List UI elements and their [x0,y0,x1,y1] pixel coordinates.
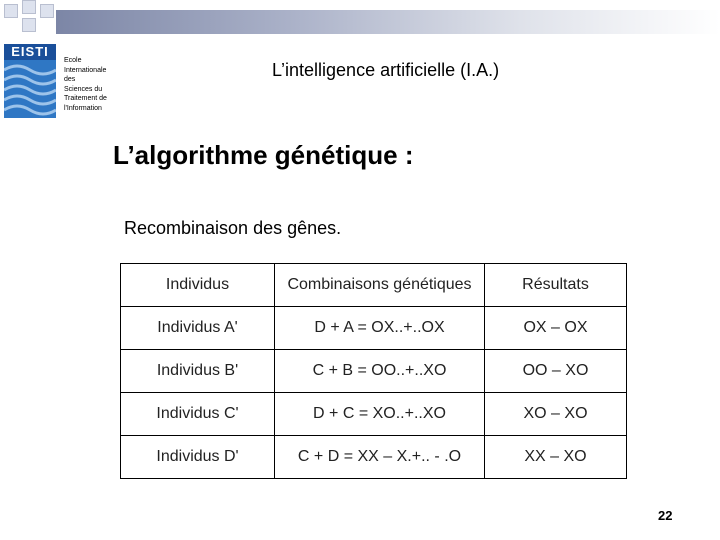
table-row [121,307,627,350]
table-cell: XO – XO [485,393,627,436]
header-title: L’intelligence artificielle (I.A.) [272,60,500,80]
header-cell: Résultats [485,264,627,307]
header-gradient-bar [56,10,720,34]
table-cell: C + B = OO..+..XO [275,350,485,393]
table-header-row [121,264,627,307]
table-cell: Individus B' [121,350,275,393]
table-cell: Individus A' [121,307,275,350]
table-cell: XX – XO [485,436,627,479]
school-line: Sciences du [64,85,103,93]
table-cell: OX – OX [485,307,627,350]
slide-title: L’algorithme génétique : [113,140,414,170]
table-cell: Individus C' [121,393,275,436]
table-row [121,393,627,436]
table-cell: Individus D' [121,436,275,479]
school-line: Ecole [64,57,82,64]
school-line: Traitement de [64,95,107,102]
decorative-squares [0,0,60,40]
slide-subtitle: Recombinaison des gênes. [124,218,342,238]
header-cell: Combinaisons génétiques [275,264,485,307]
table-cell: C + D = XX – X.+.. - .O [275,436,485,479]
recombination-table [120,263,627,479]
logo-wave-icon [4,60,56,118]
logo-text: EISTI [4,44,56,60]
header-cell: Individus [121,264,275,307]
table-cell: D + C = XO..+..XO [275,393,485,436]
school-line: Internationale [64,66,107,74]
school-name [64,56,134,113]
table-row [121,350,627,393]
school-line: l'Information [64,104,102,112]
school-line: des [64,76,76,83]
table-cell: OO – XO [485,350,627,393]
table-row [121,436,627,479]
school-logo [4,44,56,118]
table-cell: D + A = OX..+..OX [275,307,485,350]
page-number: 22 [658,508,673,523]
